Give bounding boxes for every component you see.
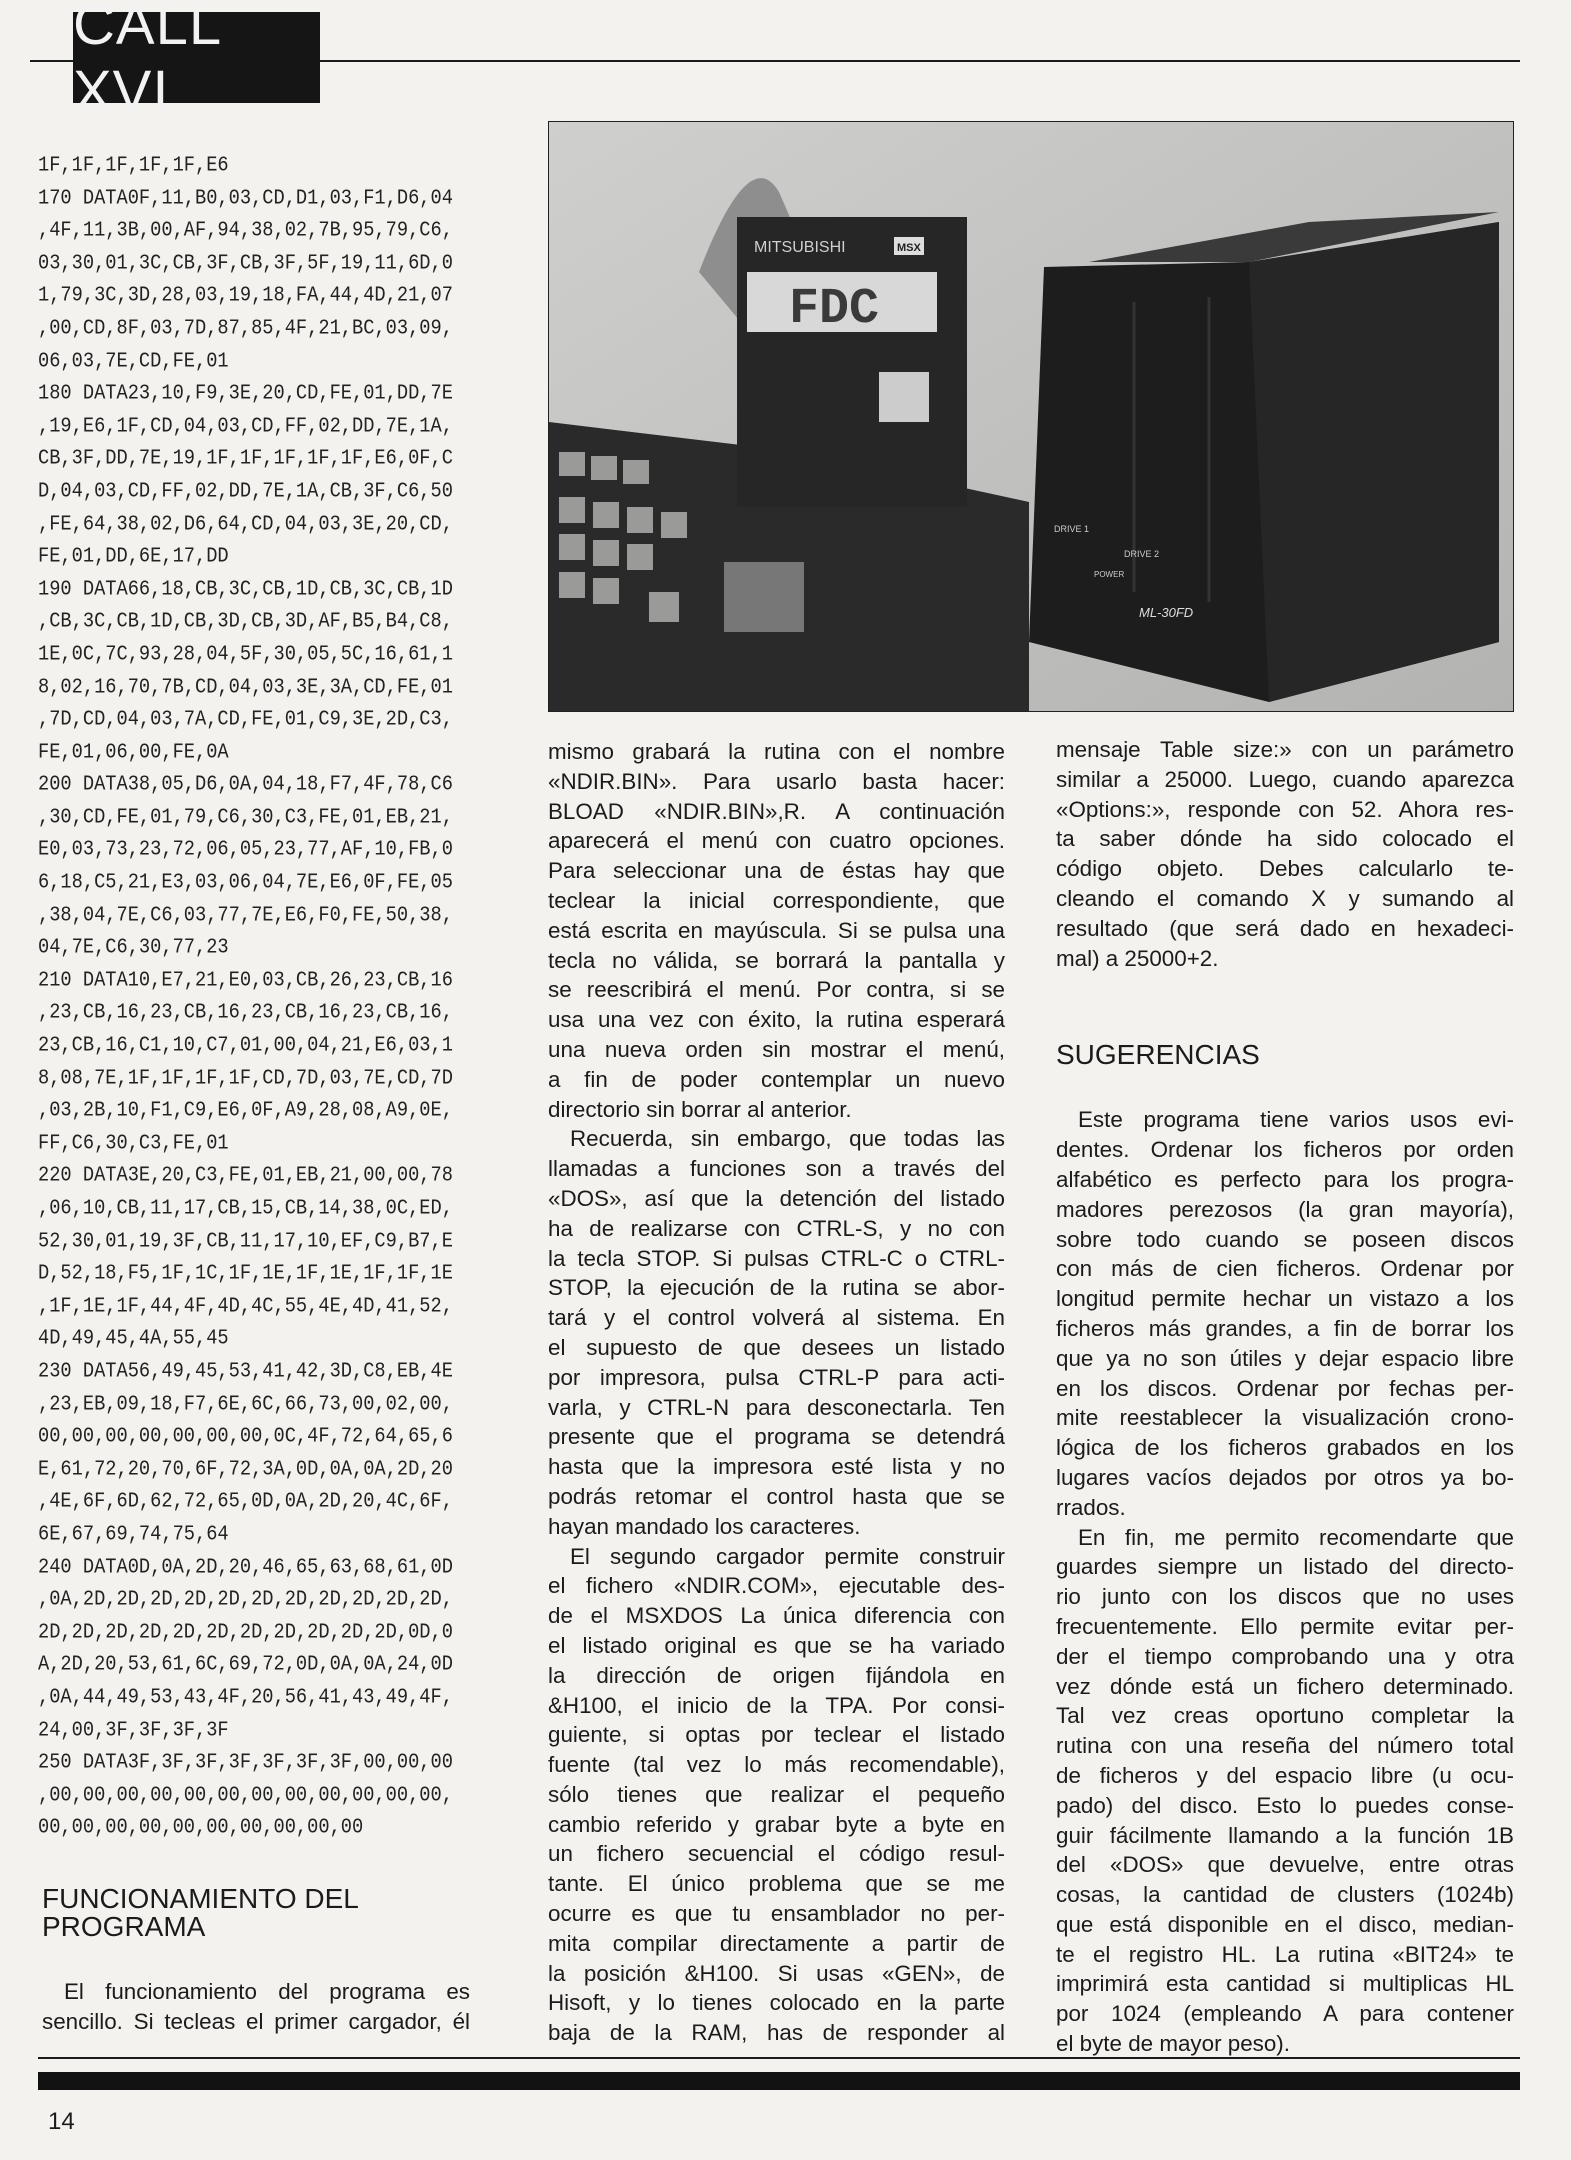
text-line: la tecla STOP. Si pulsas CTRL-C o CTRL- xyxy=(548,1245,1005,1271)
text-line: ficheros más grandes, a fin de borrar los xyxy=(1056,1315,1514,1341)
text-line: por 1024 (empleando A para contener xyxy=(1056,2001,1514,2027)
listing-line: 190 DATA66,18,CB,3C,CB,1D,CB,3C,CB,1D xyxy=(38,576,453,602)
paragraph xyxy=(1056,1105,1514,1522)
text-line: mita compilar directamente a partir de xyxy=(548,1930,1005,1956)
text-line: rio junto con los discos que no uses xyxy=(1056,1584,1514,1610)
listing-line: 230 DATA56,49,45,53,41,42,3D,C8,EB,4E xyxy=(38,1358,453,1384)
right-column xyxy=(1056,735,1514,2059)
heading-line: PROGRAMA xyxy=(42,1911,206,1942)
listing-line: 1F,1F,1F,1F,1F,E6 xyxy=(38,152,229,178)
section-title-box xyxy=(73,0,320,124)
listing-line: FE,01,DD,6E,17,DD xyxy=(38,543,229,569)
listing-line: ,30,CD,FE,01,79,C6,30,C3,FE,01,EB,21, xyxy=(38,804,453,830)
listing-line: ,0A,2D,2D,2D,2D,2D,2D,2D,2D,2D,2D,2D, xyxy=(38,1586,453,1612)
listing-line: 8,08,7E,1F,1F,1F,1F,CD,7D,03,7E,CD,7D xyxy=(38,1065,453,1090)
middle-column xyxy=(548,737,1005,2048)
listing-line: 210 DATA10,E7,21,E0,03,CB,26,23,CB,16 xyxy=(38,967,453,993)
text-line: Para seleccionar una de éstas hay que xyxy=(548,858,1005,884)
text-line: mismo grabará la rutina con el nombre xyxy=(548,739,1005,764)
text-line: mal) a 25000+2. xyxy=(1056,945,1219,971)
listing-line: 2D,2D,2D,2D,2D,2D,2D,2D,2D,2D,2D,0D,0 xyxy=(38,1619,453,1645)
text-line: en los discos. Ordenar por fechas per- xyxy=(1056,1375,1514,1401)
text-line: está escrita en mayúscula. Si se pulsa una xyxy=(548,917,1005,943)
paragraph xyxy=(1056,1523,1514,2059)
text-line: dentes. Ordenar los ficheros por orden xyxy=(1056,1137,1514,1163)
section-heading-sugerencias: SUGERENCIAS xyxy=(1056,1039,1260,1071)
text-line: teclear la inicial correspondiente, que xyxy=(548,887,1005,913)
text-line: «Options:», responde con 52. Ahora res- xyxy=(1056,796,1514,822)
text-line: que ya no son útiles y dejar espacio libre xyxy=(1056,1345,1514,1371)
text-line: sobre todo cuando se poseen discos xyxy=(1056,1226,1514,1252)
text-line: usa una vez con éxito, la rutina esperará xyxy=(548,1007,1005,1033)
text-line: podrás retomar el control hasta que se xyxy=(548,1483,1005,1509)
text-line: el byte de mayor peso). xyxy=(1056,2031,1290,2057)
listing-line: D,04,03,CD,FF,02,DD,7E,1A,CB,3F,C6,50 xyxy=(38,478,453,504)
text-line: &H100, el inicio de la TPA. Por consi- xyxy=(548,1692,1005,1718)
paragraph xyxy=(42,1977,470,2037)
text-line: der el tiempo comprobando una y otra xyxy=(1056,1643,1514,1669)
fdc-cartridge xyxy=(737,217,967,507)
text-line: rrados. xyxy=(1056,1494,1126,1520)
text-line: longitud permite hechar un vistazo a los xyxy=(1056,1286,1514,1312)
listing-line: D,52,18,F5,1F,1C,1F,1E,1F,1E,1F,1F,1E xyxy=(38,1260,453,1286)
cartridge-fdc-label: FDC xyxy=(789,281,880,338)
listing-line: ,7D,CD,04,03,7A,CD,FE,01,C9,3E,2D,C3, xyxy=(38,706,453,732)
listing-line: A,2D,20,53,61,6C,69,72,0D,0A,0A,24,0D xyxy=(38,1651,453,1677)
section-heading-funcionamiento xyxy=(42,1885,470,1941)
text-line: por impresora, pulsa CTRL-P para acti- xyxy=(548,1364,1005,1390)
page-number: 14 xyxy=(48,2108,75,2135)
text-line: que está disponible en el disco, median- xyxy=(1056,1911,1514,1937)
drive-model-label: ML-30FD xyxy=(1139,605,1194,620)
text-line: similar a 25000. Luego, cuando aparezca xyxy=(1056,766,1514,792)
text-line: a fin de poder contemplar un nuevo xyxy=(548,1066,1005,1092)
text-line: alfabético es perfecto para los progra- xyxy=(1056,1166,1514,1192)
text-line: aparecerá el menú con cuatro opciones. xyxy=(548,828,1005,854)
floppy-drive-unit xyxy=(1029,212,1499,702)
text-line: guiente, si optas por teclear el listado xyxy=(548,1722,1005,1748)
text-line: una nueva orden sin mostrar el menú, xyxy=(548,1036,1005,1062)
text-line: mensaje Table size:» con un parámetro xyxy=(1056,737,1514,762)
heading-line: FUNCIONAMIENTO DEL xyxy=(42,1883,359,1914)
text-line: la dirección de origen fijándola en xyxy=(548,1662,1005,1688)
listing-line: 4D,49,45,4A,55,45 xyxy=(38,1326,229,1351)
text-line: hayan mandado los caracteres. xyxy=(548,1513,861,1539)
text-line: sólo tienes que realizar el pequeño xyxy=(548,1781,1005,1807)
text-line: resultado (que será dado en hexadeci- xyxy=(1056,915,1514,941)
text-line: mite reestablecer la visualización crono- xyxy=(1056,1405,1514,1431)
drive2-label: DRIVE 2 xyxy=(1124,549,1160,559)
power-label: POWER xyxy=(1094,570,1125,579)
right-intro-paragraph xyxy=(1056,735,1514,973)
listing-line: 23,CB,16,C1,10,C7,01,00,04,21,E6,03,1 xyxy=(38,1032,453,1058)
text-line: cosas, la cantidad de clusters (1024b) xyxy=(1056,1882,1514,1908)
cartridge-brand: MITSUBISHI xyxy=(754,239,846,256)
text-line: el supuesto de que desees un listado xyxy=(548,1334,1005,1360)
text-line: ha de realizarse con CTRL-S, y no con xyxy=(548,1215,1005,1241)
text-line: con más de cien ficheros. Ordenar por xyxy=(1056,1256,1514,1282)
listing-line: ,4E,6F,6D,62,72,65,0D,0A,2D,20,4C,6F, xyxy=(38,1488,453,1514)
footer-rule-thin xyxy=(38,2057,1520,2059)
text-line: BLOAD «NDIR.BIN»,R. A continuación xyxy=(548,798,1005,824)
text-line: de ficheros y del espacio libre (u ocu- xyxy=(1056,1762,1514,1788)
text-line: Recuerda, sin embargo, que todas las xyxy=(570,1126,1005,1152)
listing-line: 220 DATA3E,20,C3,FE,01,EB,21,00,00,78 xyxy=(38,1163,453,1188)
text-line: sencillo. Si tecleas el primer cargador, él xyxy=(42,2008,470,2034)
text-line: tante. El único problema que se me xyxy=(548,1871,1005,1897)
text-line: Este programa tiene varios usos evi- xyxy=(1078,1107,1514,1133)
text-line: directorio sin borrar al anterior. xyxy=(548,1096,852,1122)
listing-line: 8,02,16,70,7B,CD,04,03,3E,3A,CD,FE,01 xyxy=(38,674,453,699)
listing-line: 04,7E,C6,30,77,23 xyxy=(38,934,229,960)
text-line: el listado original es que se ha variado xyxy=(548,1632,1005,1658)
listing-line: 03,30,01,3C,CB,3F,CB,3F,5F,19,11,6D,0 xyxy=(38,250,453,276)
section-title: CALL XVI xyxy=(73,0,220,124)
text-line: ocurre es que tu ensamblador no per- xyxy=(548,1901,1005,1927)
text-line: llamadas a funciones son a través del xyxy=(548,1156,1005,1182)
basic-data-listing xyxy=(38,149,453,1844)
listing-line: 1,79,3C,3D,28,03,19,18,FA,44,4D,21,07 xyxy=(38,283,453,308)
listing-line: ,23,EB,09,18,F7,6E,6C,66,73,00,02,00, xyxy=(38,1391,453,1416)
paragraph xyxy=(548,1542,1005,2049)
listing-line: ,CB,3C,CB,1D,CB,3D,CB,3D,AF,B5,B4,C8, xyxy=(38,608,453,634)
listing-line: ,06,10,CB,11,17,CB,15,CB,14,38,0C,ED, xyxy=(38,1195,453,1221)
text-line: tará y el control volverá al sistema. En xyxy=(548,1305,1005,1331)
text-line: guardes siempre un listado del directo- xyxy=(1056,1554,1514,1580)
text-line: varla, y CTRL-N para desconectarla. Ten xyxy=(548,1394,1005,1420)
text-line: En fin, me permito recomendarte que xyxy=(1078,1524,1514,1550)
text-line: tecla no válida, se borrará la pantalla y xyxy=(548,947,1005,973)
listing-line: ,00,00,00,00,00,00,00,00,00,00,00,00, xyxy=(38,1782,453,1807)
text-line: baja de la RAM, has de responder al xyxy=(548,2020,1005,2046)
footer-rule-thick xyxy=(38,2072,1520,2090)
listing-line: E0,03,73,23,72,06,05,23,77,AF,10,FB,0 xyxy=(38,837,453,862)
listing-line: FE,01,06,00,FE,0A xyxy=(38,739,229,764)
text-line: imprimirá esta cantidad si multiplicas HL xyxy=(1056,1971,1514,1997)
listing-line: ,00,CD,8F,03,7D,87,85,4F,21,BC,03,09, xyxy=(38,315,453,341)
text-line: «NDIR.BIN». Para usarlo basta hacer: xyxy=(548,768,1005,794)
right-paragraphs xyxy=(1056,1105,1514,2059)
text-line: vez dónde está un fichero determinado. xyxy=(1056,1673,1514,1699)
text-line: lugares vacíos dejados por otros ya bo- xyxy=(1056,1464,1514,1490)
listing-line: ,03,2B,10,F1,C9,E6,0F,A9,28,08,A9,0E, xyxy=(38,1097,453,1123)
paragraph xyxy=(548,1124,1005,1541)
listing-line: 6E,67,69,74,75,64 xyxy=(38,1521,229,1547)
text-line: un fichero secuencial el código resul- xyxy=(548,1841,1005,1867)
listing-line: ,0A,44,49,53,43,4F,20,56,41,43,49,4F, xyxy=(38,1684,453,1710)
text-line: «DOS», así que la detención del listado xyxy=(548,1185,1005,1211)
listing-line: 00,00,00,00,00,00,00,0C,4F,72,64,65,6 xyxy=(38,1423,453,1449)
listing-line: 240 DATA0D,0A,2D,20,46,65,63,68,61,0D xyxy=(38,1554,453,1579)
listing-line: 6,18,C5,21,E3,03,06,04,7E,E6,0F,FE,05 xyxy=(38,869,453,895)
listing-line: 06,03,7E,CD,FE,01 xyxy=(38,348,229,373)
listing-line: 200 DATA38,05,D6,0A,04,18,F7,4F,78,C6 xyxy=(38,771,453,797)
left-column-text xyxy=(42,1885,470,2037)
text-line: fuente (tal vez lo más recomendable), xyxy=(548,1752,1005,1778)
listing-line: ,4F,11,3B,00,AF,94,38,02,7B,95,79,C6, xyxy=(38,217,453,243)
listing-line: CB,3F,DD,7E,19,1F,1F,1F,1F,1F,E6,0F,C xyxy=(38,445,453,471)
text-line: pado) del disco. Esto lo puedes conse- xyxy=(1056,1792,1514,1818)
listing-line: 00,00,00,00,00,00,00,00,00,00 xyxy=(38,1814,364,1840)
listing-line: ,19,E6,1F,CD,04,03,CD,FF,02,DD,7E,1A, xyxy=(38,413,453,439)
photo-msx-disk-drive xyxy=(548,121,1514,712)
left-paragraphs xyxy=(42,1977,470,2037)
text-line: de el MSXDOS La única diferencia con xyxy=(548,1603,1005,1629)
text-line: del «DOS» que devuelve, entre otras xyxy=(1056,1852,1514,1878)
text-line: se reescribirá el menú. Por contra, si se xyxy=(548,977,1005,1003)
text-line: Hisoft, y lo tienes colocado en la parte xyxy=(548,1990,1005,2016)
listing-line: 52,30,01,19,3F,CB,11,17,10,EF,C9,B7,E xyxy=(38,1228,453,1253)
listing-line: ,FE,64,38,02,D6,64,CD,04,03,3E,20,CD, xyxy=(38,511,453,536)
listing-line: E,61,72,20,70,6F,72,3A,0D,0A,0A,2D,20 xyxy=(38,1456,453,1482)
paragraph xyxy=(548,737,1005,1124)
text-line: guir fácilmente llamando a la función 1B xyxy=(1056,1822,1514,1848)
cartridge-msx-badge: MSX xyxy=(897,242,921,254)
listing-line: 1E,0C,7C,93,28,04,5F,30,05,5C,16,61,1 xyxy=(38,641,453,667)
text-line: ta saber dónde ha sido colocado el xyxy=(1056,826,1514,852)
listing-line: ,1F,1E,1F,44,4F,4D,4C,55,4E,4D,41,52, xyxy=(38,1293,453,1319)
drive1-label: DRIVE 1 xyxy=(1054,524,1090,534)
text-line: rutina con una reseña del número total xyxy=(1056,1733,1514,1759)
listing-line: 170 DATA0F,11,B0,03,CD,D1,03,F1,D6,04 xyxy=(38,185,453,210)
listing-line: 24,00,3F,3F,3F,3F xyxy=(38,1717,229,1742)
text-line: cambio referido y grabar byte a byte en xyxy=(548,1811,1005,1837)
listing-line: 250 DATA3F,3F,3F,3F,3F,3F,3F,00,00,00 xyxy=(38,1749,453,1775)
text-line: STOP, la ejecución de la rutina se abor- xyxy=(548,1275,1005,1301)
listing-line: 180 DATA23,10,F9,3E,20,CD,FE,01,DD,7E xyxy=(38,380,453,406)
text-line: hasta que la impresora esté lista y no xyxy=(548,1454,1005,1480)
text-line: el fichero «NDIR.COM», ejecutable des- xyxy=(548,1573,1005,1599)
text-line: madores perezosos (la gran mayoría), xyxy=(1056,1196,1514,1222)
text-line: te el registro HL. La rutina «BIT24» te xyxy=(1056,1941,1514,1967)
photo-illustration xyxy=(549,122,1513,711)
text-line: lógica de los ficheros grabados en los xyxy=(1056,1435,1514,1461)
listing-line: FF,C6,30,C3,FE,01 xyxy=(38,1130,229,1156)
text-line: El segundo cargador permite construir xyxy=(570,1543,1005,1569)
text-line: El funcionamiento del programa es xyxy=(64,1979,470,2004)
text-line: la posición &H100. Si usas «GEN», de xyxy=(548,1960,1005,1986)
text-line: cleando el comando X y sumando al xyxy=(1056,885,1514,911)
listing-line: ,23,CB,16,23,CB,16,23,CB,16,23,CB,16, xyxy=(38,1000,453,1025)
text-line: presente que el programa se detendrá xyxy=(548,1424,1005,1450)
text-line: Tal vez creas oportuno completar la xyxy=(1056,1703,1514,1729)
text-line: frecuentemente. Ello permite evitar per- xyxy=(1056,1613,1514,1639)
text-line: código objeto. Debes calcularlo te- xyxy=(1056,856,1514,882)
listing-line: ,38,04,7E,C6,03,77,7E,E6,F0,FE,50,38, xyxy=(38,902,453,927)
